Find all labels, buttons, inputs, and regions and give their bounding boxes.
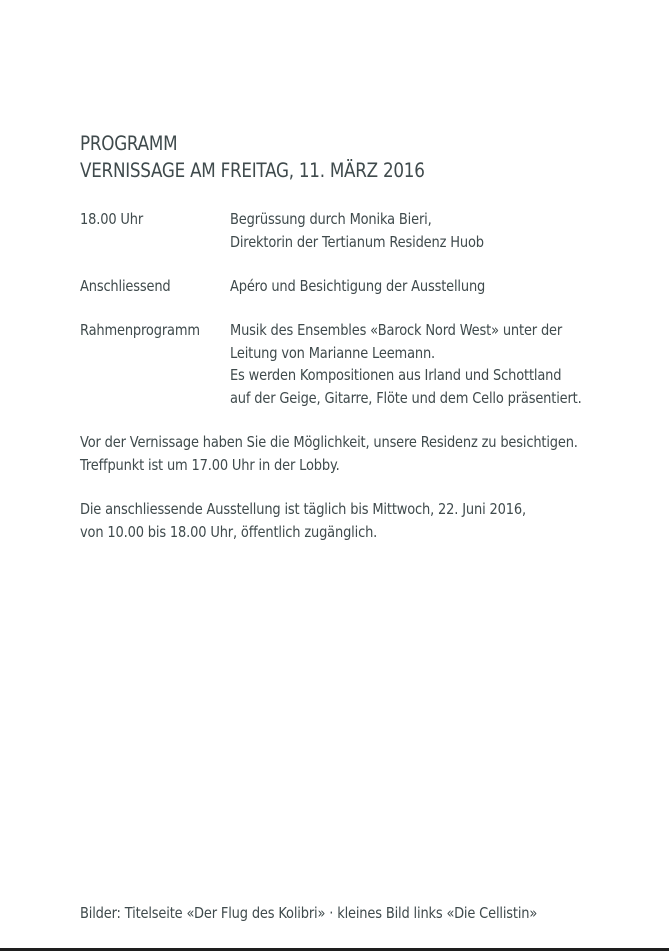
program-description-line: auf der Geige, Gitarre, Flöte und dem Cello präsentiert. [230, 388, 582, 407]
exhibition-note [80, 498, 526, 543]
program-description-line: Begrüssung durch Monika Bieri, [230, 210, 432, 228]
program-description [230, 319, 582, 409]
program-description-line: Musik des Ensembles «Barock Nord West» unter der [230, 321, 563, 339]
heading-title: PROGRAMM [80, 132, 178, 155]
exhibition-note-line: Die anschliessende Ausstellung ist täglich bis Mittwoch, 22. Juni 2016, [80, 500, 526, 518]
program-time: Anschliessend [80, 277, 171, 295]
exhibition-note-line: von 10.00 bis 18.00 Uhr, öffentlich zugänglich. [80, 522, 378, 541]
program-description [230, 208, 484, 253]
program-description-line: Leitung von Marianne Leemann. [230, 343, 436, 362]
heading-subtitle: VERNISSAGE AM FREITAG, 11. MÄRZ 2016 [80, 159, 425, 182]
visit-note-line: Treffpunkt ist um 17.00 Uhr in der Lobby. [80, 455, 340, 474]
program-time: Rahmenprogramm [80, 321, 200, 339]
program-description [230, 275, 485, 298]
visit-note [80, 431, 578, 476]
program-description-line: Es werden Kompositionen aus Irland und Schottland [230, 366, 562, 384]
image-credits: Bilder: Titelseite «Der Flug des Kolibri» · kleines Bild links «Die Cellistin» [80, 904, 538, 922]
program-description-line: Apéro und Besichtigung der Ausstellung [230, 277, 486, 295]
visit-note-line: Vor der Vernissage haben Sie die Möglichkeit, unsere Residenz zu besichtigen. [80, 433, 578, 451]
heading [80, 130, 425, 184]
program-description-line: Direktorin der Tertianum Residenz Huob [230, 232, 484, 251]
program-time: 18.00 Uhr [80, 210, 144, 228]
